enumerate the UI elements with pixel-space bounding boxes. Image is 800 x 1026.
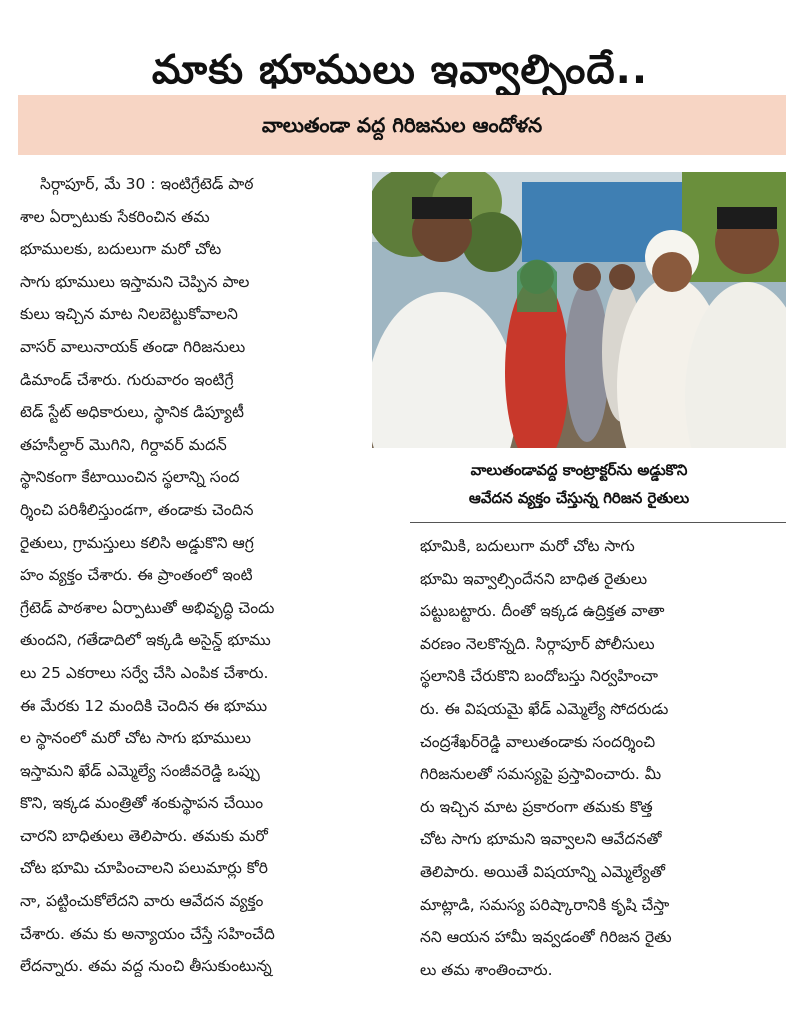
article-line: లు 25 ఎకరాలు సర్వే చేసి ఎంపిక చేశారు. <box>20 663 269 682</box>
article-line: తుందని, గతేడాదిలో ఇక్కడి అసైన్డ్‌ భూము <box>20 631 271 650</box>
article-line: మాట్లాడి, సమస్య పరిష్కారానికి కృషి చేస్తా <box>420 895 670 914</box>
article-line: డిమాండ్‌ చేశారు. గురువారం ఇంటిగ్రే <box>20 370 234 389</box>
article-line: రు. ఈ విషయమై ఖేడ్‌ ఎమ్మెల్యే సోదరుడు <box>420 699 669 718</box>
article-line: చారని బాధితులు తెలిపారు. తమకు మరో <box>20 826 268 845</box>
article-line: ల స్థానంలో మరో చోట సాగు భూములు <box>20 729 252 748</box>
article-line: స్థానికంగా కేటాయించిన స్థలాన్ని సంద <box>20 468 240 487</box>
article-line: లు తమ శాంతించారు. <box>420 960 553 979</box>
article-line: చేశారు. తమ కు అన్యాయం చేస్తే సహించేది <box>20 924 275 943</box>
article-line: చంద్రశేఖర్‌రెడ్డి వాలుతండాకు సందర్శించి <box>420 732 656 751</box>
article-column-left <box>20 168 398 983</box>
article-line: సాగు భూములు ఇస్తామని చెప్పిన పాల <box>20 272 250 291</box>
article-line: వాసర్‌ వాలునాయక్‌ తండా గిరిజనులు <box>20 337 246 356</box>
article-line: లేదన్నారు. తమ వద్ద నుంచి తీసుకుంటున్న <box>20 957 272 976</box>
article-line: తహసీల్దార్‌ మొగిని, గిర్దావర్‌ మదన్‌ <box>20 435 227 454</box>
article-line: భూములకు, బదులుగా మరో చోట <box>20 240 222 259</box>
article-line: స్థలానికి చేరుకొని బందోబస్తు నిర్వహించా <box>420 667 658 686</box>
article-line: కులు ఇచ్చిన మాట నిలబెట్టుకోవాలని <box>20 305 238 324</box>
photo-illustration <box>372 172 786 448</box>
caption-divider <box>410 522 786 523</box>
article-line: వరణం నెలకొన్నది. సిర్గాపూర్‌ పోలీసులు <box>420 634 655 653</box>
subheadline: వాలుతండా వద్ద గిరిజనుల ఆందోళన <box>261 113 543 137</box>
article-line: ఈ మేరకు 12 మందికి చెందిన ఈ భూము <box>20 696 268 715</box>
article-line: టెడ్‌ స్టేట్‌ అధికారులు, స్థానిక డిప్యూటీ <box>20 403 244 422</box>
photo-caption-line: వాలుతండావద్ద కాంట్రాక్టర్‌ను అడ్డుకొని <box>470 461 688 479</box>
article-line: భూమి ఇవ్వాల్సిందేనని బాధిత రైతులు <box>420 569 648 588</box>
article-line: నా, పట్టించుకోలేదని వారు ఆవేదన వ్యక్తం <box>20 892 264 911</box>
subheadline-banner <box>18 95 786 155</box>
photo-caption-line: ఆవేదన వ్యక్తం చేస్తున్న గిరిజన రైతులు <box>468 489 690 507</box>
headline: మాకు భూములు ఇవ్వాల్సిందే.. <box>151 46 649 93</box>
article-line: రు ఇచ్చిన మాట ప్రకారంగా తమకు కొత్త <box>420 797 653 816</box>
article-column-right <box>420 530 788 986</box>
article-line: నని ఆయన హామీ ఇవ్వడంతో గిరిజన రైతు <box>420 928 672 947</box>
article-line: శాల ఏర్పాటుకు సేకరించిన తమ <box>20 207 210 226</box>
article-line: భూమికి, బదులుగా మరో చోట సాగు <box>420 537 635 555</box>
article-line: ఇస్తామని ఖేడ్‌ ఎమ్మెల్యే సంజీవరెడ్డి ఒప్పు <box>20 761 260 780</box>
article-line: ర్శించి పరిశీలిస్తుండగా, తండాకు చెందిన <box>20 500 254 519</box>
article-line: కొని, ఇక్కడ మంత్రితో శంకుస్థాపన చేయిం <box>20 794 264 813</box>
article-line: పట్టుబట్టారు. దీంతో ఇక్కడ ఉద్రిక్తత వాతా <box>420 602 665 621</box>
article-line: చోట భూమి చూపించాలని పలుమార్లు కోరి <box>20 859 268 878</box>
article-line: గిరిజనులతో సమస్యపై ప్రస్తావించారు. మీ <box>420 765 662 784</box>
article-line: రైతులు, గ్రామస్తులు కలిసి అడ్డుకొని ఆగ్ర <box>20 533 254 552</box>
article-line: హం వ్యక్తం చేశారు. ఈ ప్రాంతంలో ఇంటి <box>20 566 253 585</box>
news-photo <box>372 172 786 448</box>
article-line: చోట సాగు భూమని ఇవ్వాలని ఆవేదనతో <box>420 830 662 849</box>
article-line: గ్రేటెడ్‌ పాఠశాల ఏర్పాటుతో అభివృద్ధి చెందు <box>20 598 275 617</box>
photo-caption <box>372 456 786 512</box>
article-line: సిర్గాపూర్‌, మే 30 : ఇంటిగ్రేటెడ్‌ పాఠ <box>40 175 254 193</box>
article-line: తెలిపారు. అయితే విషయాన్ని ఎమ్మెల్యేతో <box>420 862 666 881</box>
